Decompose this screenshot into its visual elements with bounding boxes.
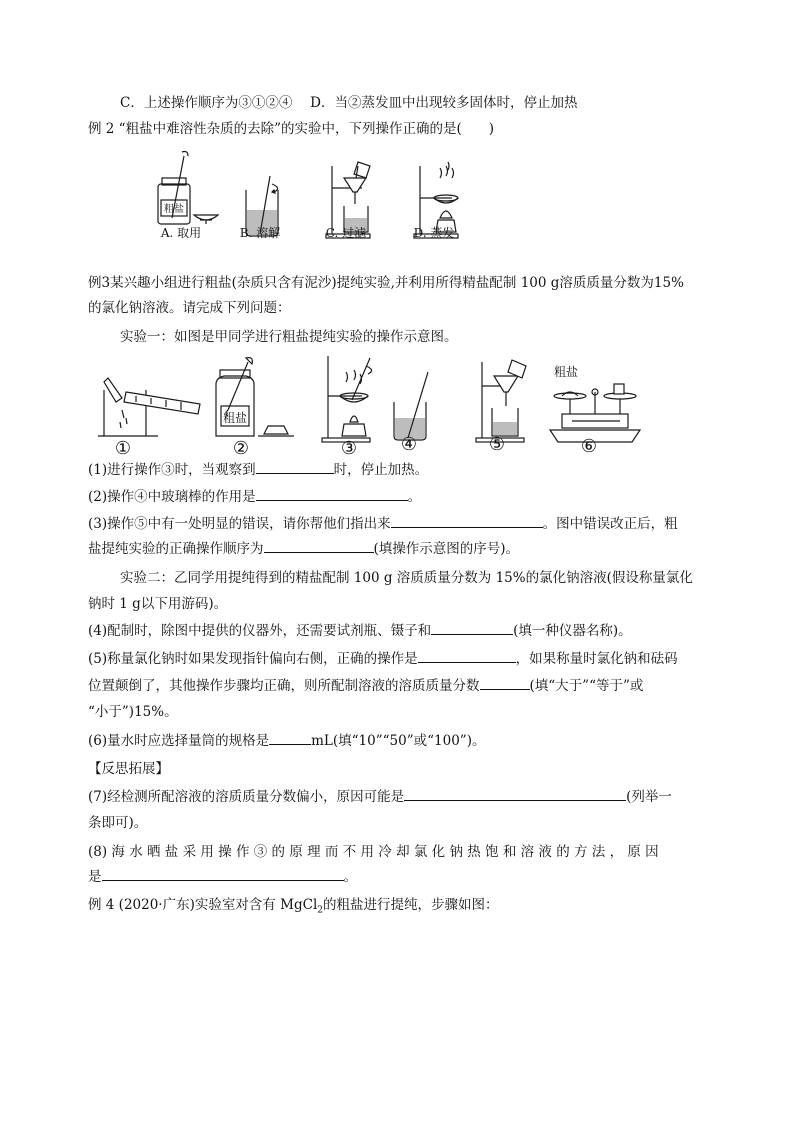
step-number-1: ① (114, 438, 132, 459)
step-number-3: ③ (340, 438, 358, 459)
figure-operations (96, 352, 656, 462)
question-5-line-3: “小于”)15%。 (88, 704, 178, 720)
step-number-5: ⑤ (488, 434, 506, 455)
answer-blank-3a[interactable] (391, 513, 543, 528)
answer-blank-2[interactable] (256, 486, 408, 501)
step-number-4: ④ (400, 434, 418, 455)
example-2-question: 例 2 “粗盐中难溶性杂质的去除”的实验中，下列操作正确的是( ) (88, 121, 495, 137)
question-3-line-2: 盐提纯实验的正确操作顺序为 (填操作示意图的序号)。 (88, 538, 519, 560)
question-5-line-1: (5)称量氯化钠时如果发现指针偏向右侧，正确的操作是 ，如果称量时氯化钠和砝码 (88, 648, 678, 670)
balance-icon (550, 384, 640, 442)
step-number-2: ② (232, 438, 250, 459)
step-number-6: ⑥ (580, 436, 598, 457)
option-c-d-line: C．上述操作顺序为③①②④ D．当②蒸发皿中出现较多固体时，停止加热 (120, 95, 578, 111)
example-3-line-1: 例3某兴趣小组进行粗盐(杂质只含有泥沙)提纯实验,并利用所得精盐配制 100 g溶质质量分数为15% (88, 275, 684, 291)
jar-label: 粗盐 (164, 204, 184, 215)
beaker-rod-icon (394, 372, 428, 440)
jar-label-2: 粗盐 (223, 411, 248, 425)
answer-blank-7[interactable] (404, 786, 626, 801)
answer-blank-3b[interactable] (264, 538, 374, 553)
experiment-1-intro: 实验一：如图是甲同学进行粗盐提纯实验的操作示意图。 (120, 329, 458, 345)
question-7-line-1: (7)经检测所配溶液的溶质质量分数偏小，原因可能是 (列举一 (88, 786, 672, 808)
question-2: (2)操作④中玻璃棒的作用是 。 (88, 486, 421, 508)
evaporation-stirring-icon (322, 356, 372, 442)
answer-blank-4[interactable] (431, 620, 513, 635)
caption-a: A. 取用 (160, 226, 202, 240)
answer-blank-8[interactable] (102, 866, 344, 881)
question-8-line-2: 是 。 (88, 866, 357, 888)
question-4: (4)配制时，除图中提供的仪器外，还需要试剂瓶、镊子和 (填一种仪器名称)。 (88, 620, 632, 642)
experiment-2-line-2: 钠时 1 g以下用游码)。 (88, 596, 228, 612)
question-3-line-1: (3)操作⑤中有一处明显的错误，请你帮他们指出来 。图中错误改正后，粗 (88, 513, 678, 535)
question-8-line-1: (8) 海 水 晒 盐 采 用 操 作 ③ 的 原 理 而 不 用 冷 却 氯 化 钠 热 饱 和 溶 液 的 方 法 ， 原 因 (88, 844, 659, 860)
answer-blank-5a[interactable] (418, 648, 516, 663)
pouring-cylinder-icon (98, 378, 200, 436)
filter-icon (476, 360, 526, 442)
answer-blank-5b[interactable] (480, 675, 530, 690)
example-3-line-2: 的氯化钠溶液。请完成下列问题： (88, 300, 291, 316)
balance-label: 粗盐 (554, 365, 579, 379)
figure-example-2 (148, 148, 478, 248)
caption-d: D. 蒸发 (413, 226, 455, 240)
example-4-line: 例 4 (2020·广东)实验室对含有 MgCl$_2$的粗盐进行提纯，步骤如图： (88, 897, 499, 916)
caption-b: B. 溶解 (239, 226, 281, 240)
question-5-line-2: 位置颠倒了，其他操作步骤均正确，则所配制溶液的溶质质量分数 (填“大于”“等于”或 (88, 675, 643, 697)
question-1: (1)进行操作③时，当观察到 时，停止加热。 (88, 459, 428, 481)
question-6: (6)量水时应选择量筒的规格是 mL(填“10”“50”或“100”)。 (88, 730, 485, 752)
section-reflection-heading: 【反思拓展】 (88, 761, 169, 777)
question-7-line-2: 条即可)。 (88, 815, 148, 831)
figure-operations-drawings (96, 352, 656, 462)
answer-blank-1[interactable] (256, 459, 334, 474)
experiment-2-line-1: 实验二：乙同学用提纯得到的精盐配制 100 g 溶质质量分数为 15%的氯化钠溶液(假设称量氯化 (120, 570, 693, 586)
caption-c: C. 过滤 (325, 226, 367, 240)
answer-blank-6[interactable] (269, 730, 311, 745)
